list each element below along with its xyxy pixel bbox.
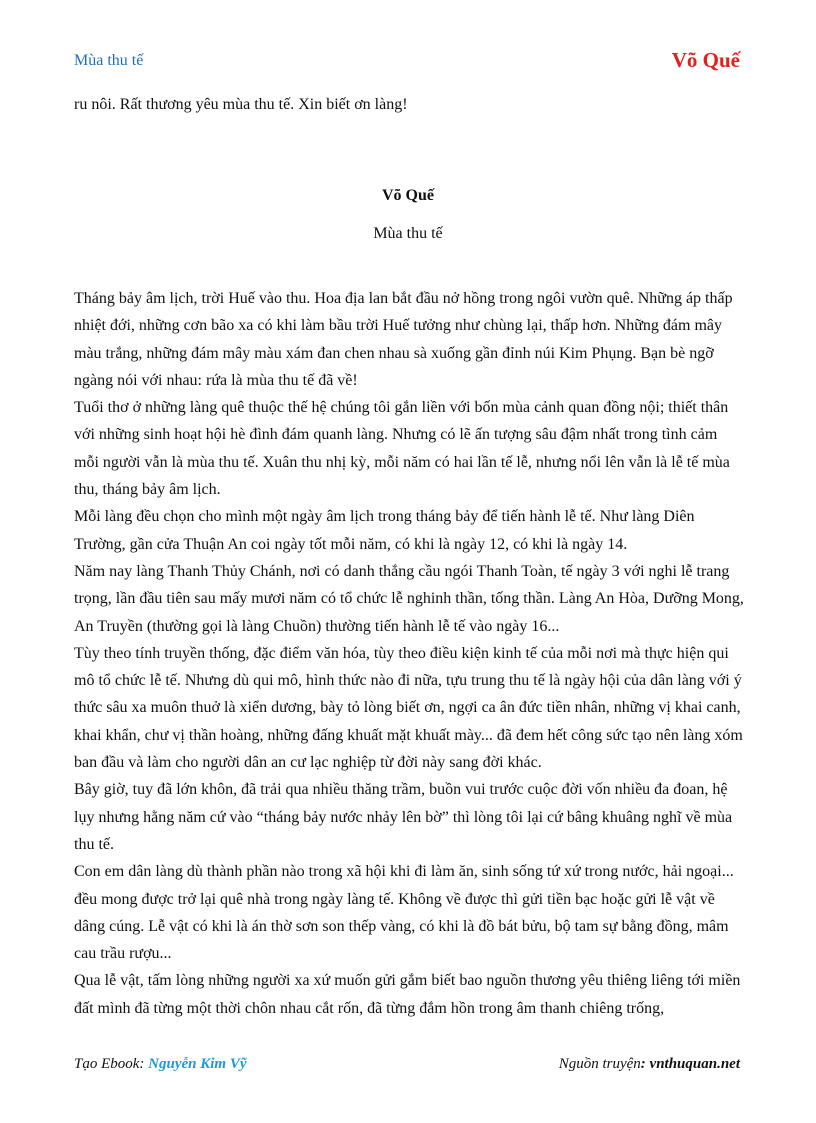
continuation-line: ru nôi. Rất thương yêu mùa thu tế. Xin biết ơn làng! <box>74 96 408 113</box>
story-body <box>74 285 744 1022</box>
ebook-maker-link[interactable]: Nguyễn Kim Vỹ <box>148 1056 247 1072</box>
paragraph: Tháng bảy âm lịch, trời Huế vào thu. Hoa địa lan bắt đầu nở hồng trong ngôi vườn quê. Những áp thấp nhiệt đới, những cơn bão xa có khi làm bầu trời Huế tưởng như chùng lại, thấp hơn. Những đám mây màu trắng, những đám mây màu xám đan chen nhau sà xuống gần đỉnh núi Kim Phụng. Bạn bè ngỡ ngàng nói với nhau: rứa là mùa thu tế đã về! <box>74 290 733 389</box>
paragraph: Bây giờ, tuy đã lớn khôn, đã trải qua nhiều thăng trầm, buồn vui trước cuộc đời vốn nhiều đa đoan, hệ lụy nhưng hằng năm cứ vào “tháng bảy nước nhảy lên bờ” thì lòng tôi lại cứ bâng khuâng nghĩ về mùa thu tế. <box>74 781 733 853</box>
paragraph: Tùy theo tính truyền thống, đặc điểm văn hóa, tùy theo điều kiện kinh tế của mỗi nơi mà thực hiện qui mô tổ chức lễ tế. Nhưng dù qui mô, hình thức nào đi nữa, tựu trung thu tế là ngày hội của dân làng với ý thức sâu xa muôn thuở là xiển dương, bày tỏ lòng biết ơn, ngợi ca ân đức tiền nhân, những vị khai canh, khai khẩn, chư vị thần hoàng, những đấng khuất mặt khuất mày... đã đem hết công sức tạo nên làng xóm ban đầu và làm cho người dân an cư lạc nghiệp từ đời này sang đời khác. <box>74 644 743 772</box>
ebook-label: Tạo Ebook <box>74 1056 140 1072</box>
story-title: Mùa thu tế <box>373 225 443 242</box>
paragraph: Tuổi thơ ở những làng quê thuộc thế hệ chúng tôi gắn liền với bốn mùa cảnh quan đồng nội; thiết thân với những sinh hoạt hội hè đình đám quanh làng. Nhưng có lẽ ấn tượng sâu đậm nhất trong tình cảm mỗi người vẫn là mùa thu tế. Xuân thu nhị kỳ, mỗi năm có hai lần tế lễ, nhưng nổi lên vẫn là lễ tế mùa thu, tháng bảy âm lịch. <box>74 399 730 499</box>
header-author: Võ Quế <box>671 48 740 72</box>
paragraph: Con em dân làng dù thành phần nào trong xã hội khi đi làm ăn, sinh sống tứ xứ trong nước, hải ngoại... đều mong được trở lại quê nhà trong ngày làng tế. Không về được thì gửi tiền bạc hoặc gửi lễ vật về dâng cúng. Lễ vật có khi là án thờ sơn son thếp vàng, có khi là đồ bát bửu, bộ tam sự bằng đồng, mâm cau trầu rượu... <box>74 863 734 963</box>
footer-source-credit: Nguồn truyện: vnthuquan.net <box>558 1056 740 1072</box>
source-label: Nguồn truyện <box>558 1056 641 1072</box>
footer-ebook-credit: Tạo Ebook: Nguyễn Kim Vỹ <box>74 1056 247 1072</box>
paragraph: Năm nay làng Thanh Thủy Chánh, nơi có danh thắng cầu ngói Thanh Toàn, tế ngày 3 với nghi lễ trang trọng, lần đầu tiên sau mấy mươi năm có tổ chức lễ nghinh thần, tống thần. Làng An Hòa, Dưỡng Mong, An Truyền (thường gọi là làng Chuồn) thường tiến hành lễ tế vào ngày 16... <box>74 562 744 635</box>
paragraph: Mỗi làng đều chọn cho mình một ngày âm lịch trong tháng bảy để tiến hành lễ tế. Như làng Diên Trường, gần cửa Thuận An coi ngày tốt mỗi năm, có khi là ngày 12, có khi là ngày 14. <box>74 508 695 553</box>
header-title: Mùa thu tế <box>74 52 144 69</box>
story-author: Võ Quế <box>382 187 434 204</box>
source-site-link[interactable]: vnthuquan.net <box>649 1056 740 1072</box>
paragraph: Qua lễ vật, tấm lòng những người xa xứ muốn gửi gắm biết bao nguồn thương yêu thiêng liêng tới miền đất mình đã từng một thời chôn nhau cắt rốn, đã từng đắm hồn trong âm thanh chiêng trống, <box>74 972 741 1017</box>
